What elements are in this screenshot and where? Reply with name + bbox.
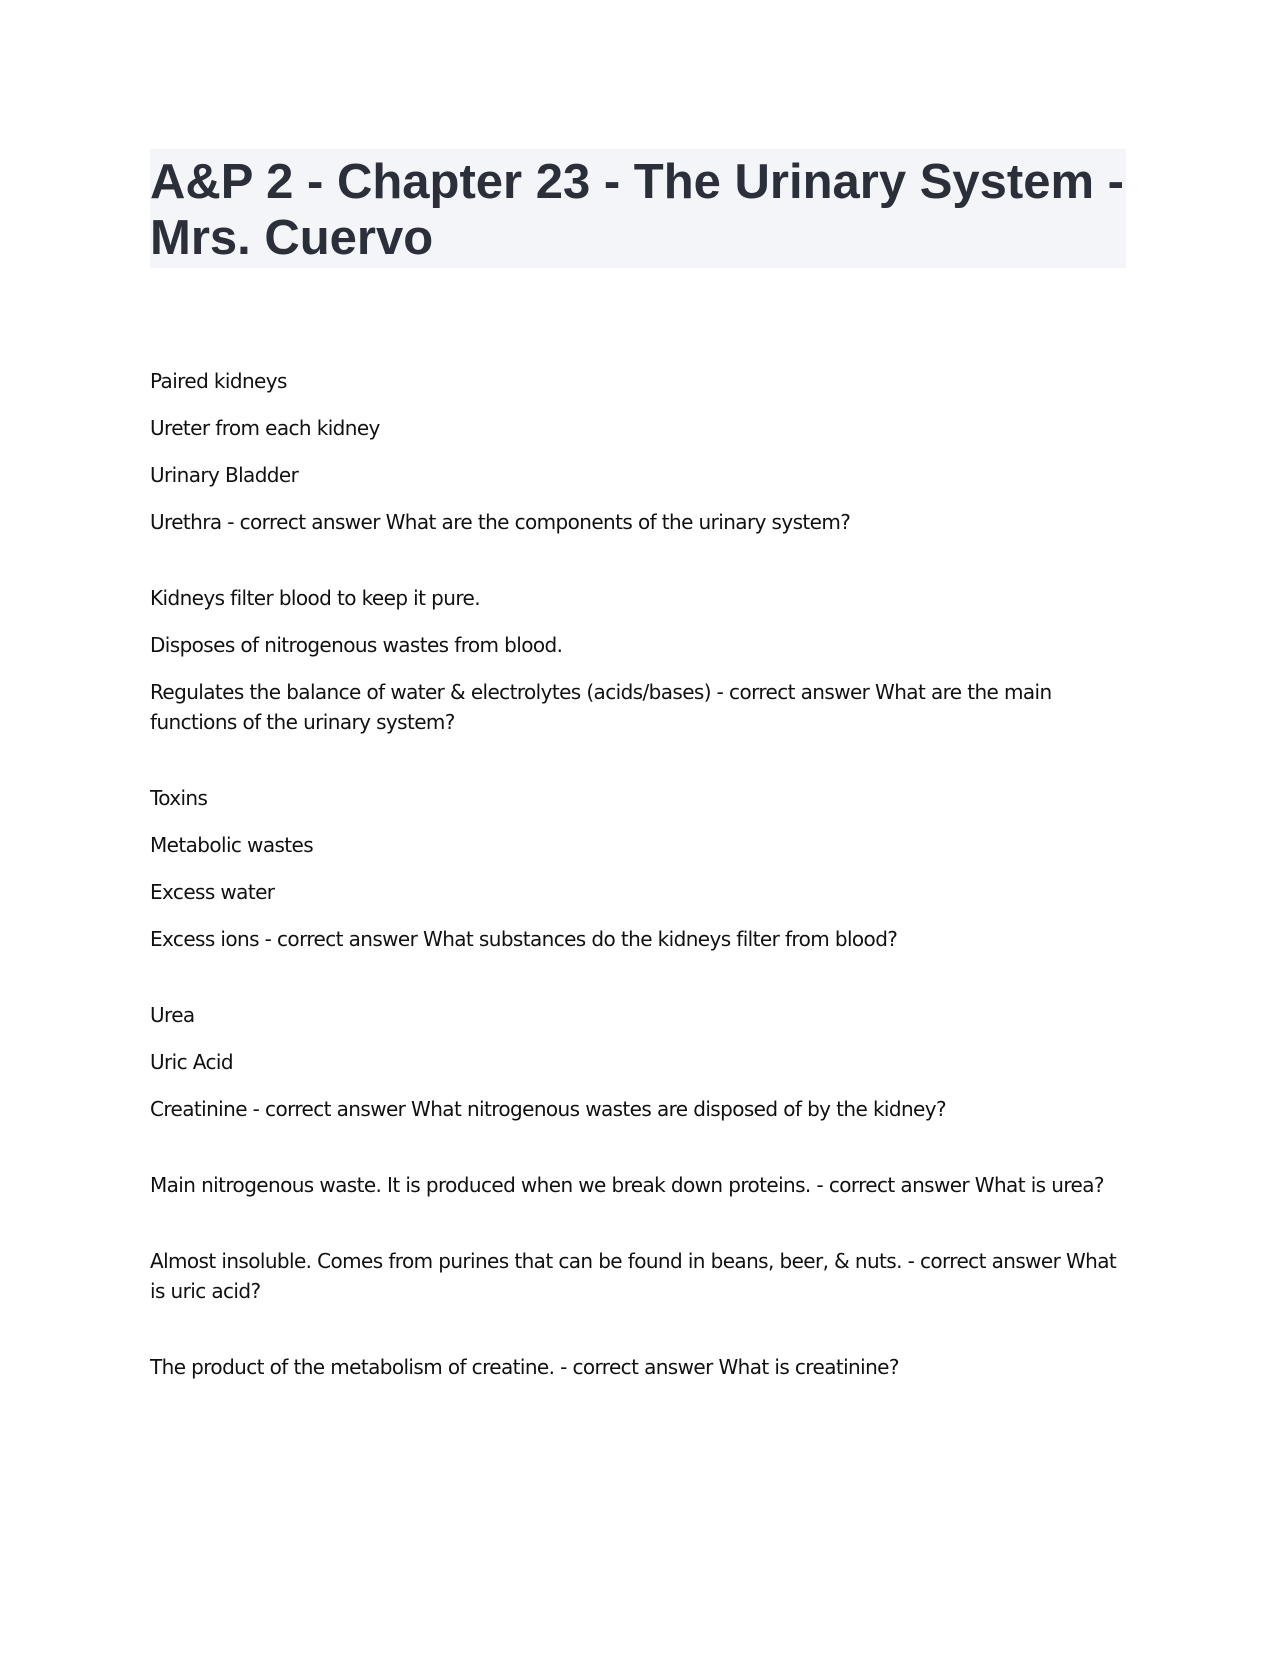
text-line: Paired kidneys [150,369,287,393]
text-line: Creatinine - correct answer What nitrogenous wastes are disposed of by the kidney? [150,1097,947,1121]
text-line: Ureter from each kidney [150,416,380,440]
qa-block-functions [150,583,1126,737]
document-page [150,149,1126,1428]
text-line: Urinary Bladder [150,463,299,487]
text-line: Regulates the balance of water & electrolytes (acids/bases) - correct answer What are the main functions of the urinary system? [150,680,1052,734]
text-line: Urea [150,1003,195,1027]
title-banner [150,149,1126,268]
qa-block-substances [150,783,1126,954]
qa-block-uric-acid [150,1246,1126,1306]
text-line: Main nitrogenous waste. It is produced when we break down proteins. - correct answer What is urea? [150,1173,1104,1197]
text-line: Uric Acid [150,1050,233,1074]
text-line: Kidneys filter blood to keep it pure. [150,586,480,610]
text-line: Almost insoluble. Comes from purines that can be found in beans, beer, & nuts. - correct answer What is uric acid? [150,1249,1117,1303]
text-line: Metabolic wastes [150,833,314,857]
text-line: Disposes of nitrogenous wastes from blood. [150,633,563,657]
document-content [150,366,1126,1382]
qa-block-urea [150,1170,1126,1200]
text-line: The product of the metabolism of creatine. - correct answer What is creatinine? [150,1355,899,1379]
page-title: A&P 2 - Chapter 23 - The Urinary System - Mrs. Cuervo [150,155,1124,265]
qa-block-nitrogenous-wastes [150,1000,1126,1124]
text-line: Excess water [150,880,275,904]
qa-block-components [150,366,1126,537]
text-line: Urethra - correct answer What are the components of the urinary system? [150,510,851,534]
qa-block-creatinine [150,1352,1126,1382]
text-line: Excess ions - correct answer What substances do the kidneys filter from blood? [150,927,898,951]
text-line: Toxins [150,786,208,810]
